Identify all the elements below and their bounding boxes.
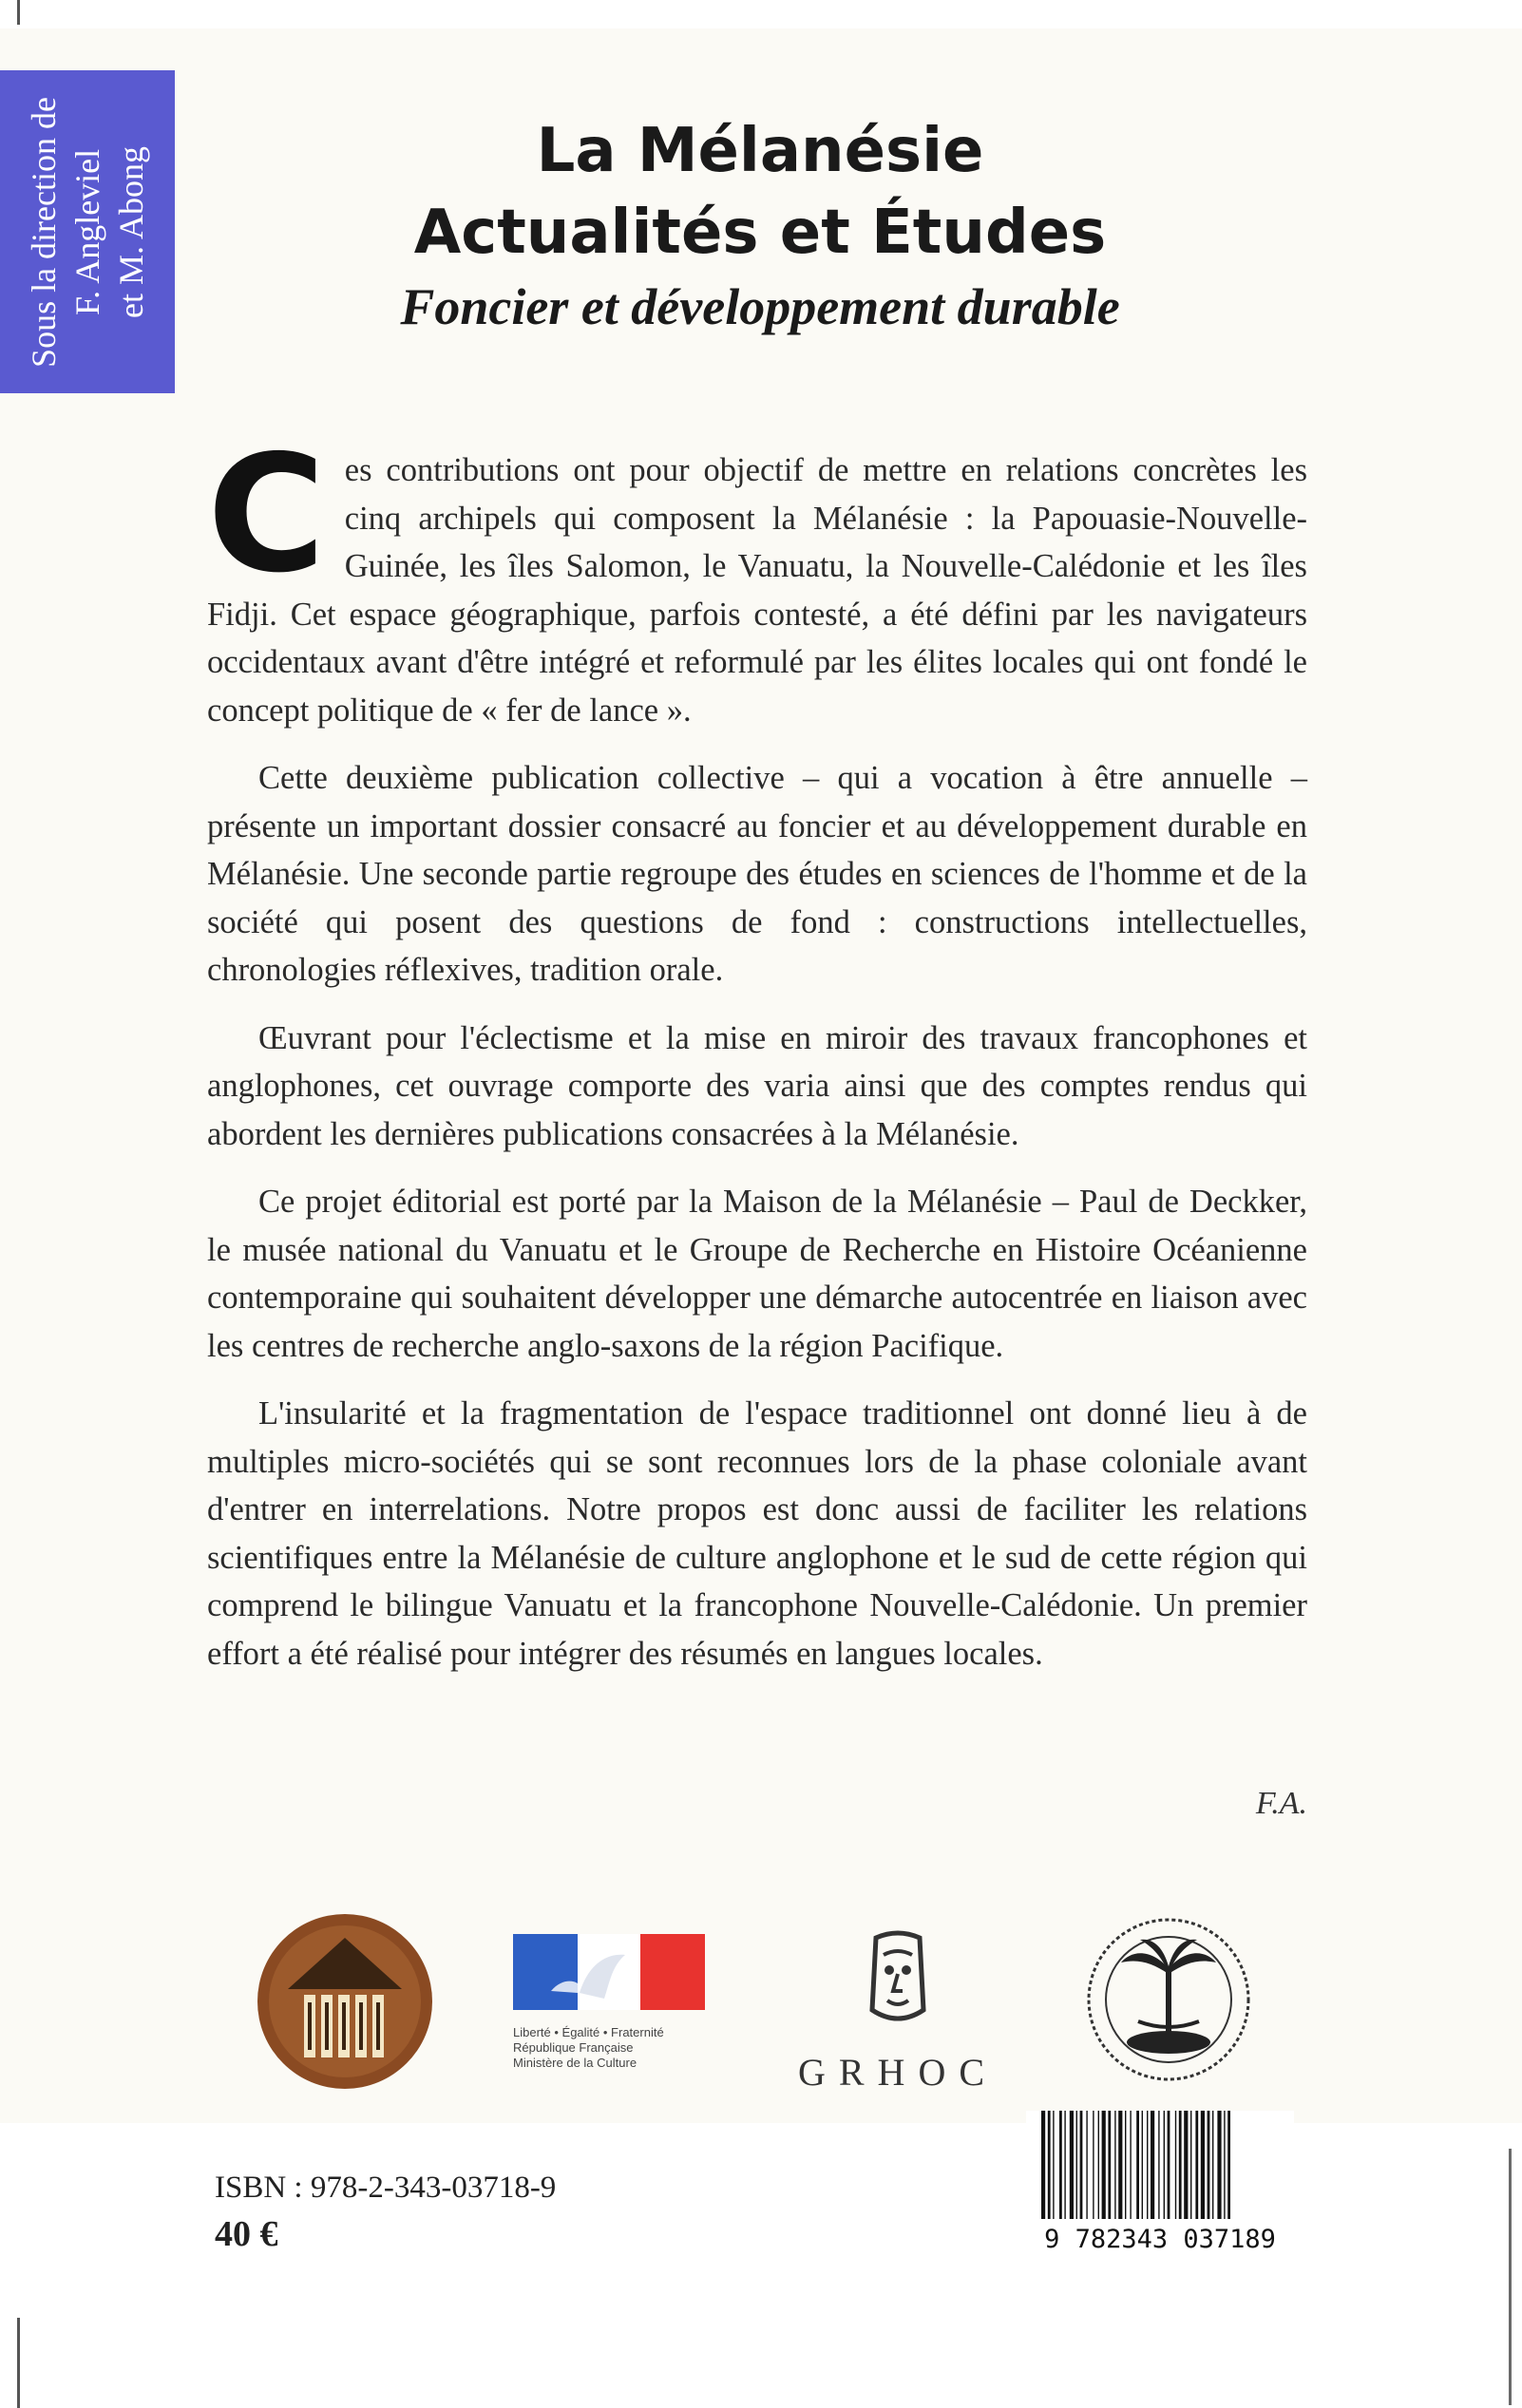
editor-side-label <box>0 70 175 393</box>
barcode-bar <box>1076 2111 1077 2219</box>
french-flag-icon <box>513 1934 705 2019</box>
side-label-line1: Sous la direction de <box>25 96 63 368</box>
barcode-bar <box>1190 2111 1191 2219</box>
barcode-bar <box>1093 2111 1094 2219</box>
isbn-barcode <box>1026 2111 1294 2261</box>
blurb-paragraph-1 <box>207 421 1307 734</box>
author-signature: F.A. <box>1255 1786 1307 1821</box>
blurb-paragraph-2: Cette deuxième publication collective – qui a vocation à être annuelle – présente un important dossier consacré au foncier et au développement durable en Mélanésie. Une seconde partie regroupe des études en sciences de l'homme et de la société qui posent des questions de fond : constructions intellectuelles, chronologies réflexives, tradition orale. <box>207 760 1307 988</box>
book-title-line1: La Mélanésie <box>536 116 984 186</box>
ministry-culture-logo <box>513 1934 705 2070</box>
isbn-number: ISBN : 978-2-343-03718-9 <box>215 2171 557 2205</box>
vanuatu-museum-seal <box>1083 1909 1254 2090</box>
book-title-line2: Actualités et Études <box>413 198 1107 268</box>
barcode-bar <box>1175 2111 1176 2219</box>
crop-mark-top-left <box>17 0 20 25</box>
barcode-bar <box>1125 2111 1126 2219</box>
barcode-bar <box>1086 2111 1087 2219</box>
barcode-bar <box>1227 2111 1230 2219</box>
crop-mark-right <box>1509 2149 1512 2405</box>
maison-melanesie-logo <box>255 1911 435 2092</box>
crop-mark-bottom-left <box>17 2318 20 2408</box>
barcode-bar <box>1048 2111 1051 2219</box>
book-price: 40 € <box>215 2214 278 2254</box>
barcode-bar <box>1080 2111 1083 2219</box>
barcode-bar <box>1136 2111 1139 2219</box>
barcode-bar <box>1064 2111 1065 2219</box>
barcode-digits: 9 782343 037189 <box>1044 2225 1276 2254</box>
barcode-bar <box>1164 2111 1165 2219</box>
barcode-bar <box>1102 2111 1106 2219</box>
ministry-caption <box>513 2025 705 2071</box>
barcode-bar <box>1217 2111 1221 2219</box>
barcode-bar <box>1053 2111 1054 2219</box>
barcode-bars <box>1041 2111 1279 2223</box>
barcode-bar <box>1130 2111 1131 2219</box>
grhoc-wordmark: GRHOC <box>797 2051 999 2094</box>
side-label-line3: et M. Abong <box>112 145 150 318</box>
barcode-bar <box>1147 2111 1148 2219</box>
barcode-bar <box>1184 2111 1188 2219</box>
barcode-bar <box>1168 2111 1170 2219</box>
drop-cap: C <box>207 421 326 609</box>
barcode-bar <box>1224 2111 1225 2219</box>
blurb-paragraph-3: Œuvrant pour l'éclectisme et la mise en miroir des travaux francophones et anglophones, cet ouvrage comporte des varia ainsi que des comptes rendus qui abordent les dernières publications consacrées à la Mélanésie. <box>207 1019 1307 1152</box>
blurb-paragraph-4: Ce projet éditorial est porté par la Maison de la Mélanésie – Paul de Deckker, le musée national du Vanuatu et le Groupe de Recherche en Histoire Océanienne contemporaine qui souhaitent développer une démarche autocentrée en liaison avec les centres de recherche anglo-saxons de la région Pacifique. <box>207 1184 1307 1364</box>
ministry-caption-line3: Ministère de la Culture <box>513 2056 637 2070</box>
barcode-bar <box>1059 2111 1062 2219</box>
barcode-bar <box>1151 2111 1154 2219</box>
barcode-bar <box>1108 2111 1111 2219</box>
ministry-caption-line1: Liberté • Égalité • Fraternité <box>513 2025 664 2039</box>
barcode-bar <box>1195 2111 1198 2219</box>
barcode-bar <box>1179 2111 1182 2219</box>
blurb-paragraph-1-text: es contributions ont pour objectif de mettre en relations concrètes les cinq archipels qui composent la Mélanésie : la Papouasie-Nouvelle-Guinée, les îles Salomon, le Vanuatu, la Nouvelle-Calédonie et les îles Fidji. Cet espace géographique, parfois contesté, a été défini par les navigateurs occidentaux avant d'être intégré et reformulé par les élites locales qui ont fondé le concept politique de « fer de lance ». <box>207 452 1307 729</box>
blurb-paragraph-5: L'insularité et la fragmentation de l'espace traditionnel ont donné lieu à de multiples micro-sociétés qui se sont reconnues lors de la phase coloniale avant d'entrer en interrelations. Notre propos est donc aussi de faciliter les relations scientifiques entre la Mélanésie de culture anglophone et le sud de cette région qui comprend le bilingue Vanuatu et la francophone Nouvelle-Calédonie. Un premier effort a été réalisé pour intégrer des résumés en langues locales. <box>207 1395 1307 1672</box>
book-subtitle: Foncier et développement durable <box>400 278 1120 335</box>
barcode-bar <box>1118 2111 1122 2219</box>
barcode-bar <box>1070 2111 1074 2219</box>
ministry-caption-line2: République Française <box>513 2040 634 2055</box>
barcode-bar <box>1098 2111 1099 2219</box>
vanuatu-museum-logo <box>1083 1909 1254 2090</box>
barcode-bar <box>1212 2111 1213 2219</box>
barcode-bar <box>1158 2111 1159 2219</box>
grhoc-emblem <box>789 1928 1007 2042</box>
blurb-text <box>207 421 1307 1697</box>
barcode-bar <box>1208 2111 1210 2219</box>
barcode-bar <box>1114 2111 1115 2219</box>
maison-melanesie-emblem <box>255 1911 435 2092</box>
side-label-line2: F. Angleviel <box>68 148 106 315</box>
barcode-bar <box>1142 2111 1143 2219</box>
grhoc-logo <box>789 1928 1007 2099</box>
barcode-bar <box>1041 2111 1045 2219</box>
barcode-bar <box>1201 2111 1205 2219</box>
